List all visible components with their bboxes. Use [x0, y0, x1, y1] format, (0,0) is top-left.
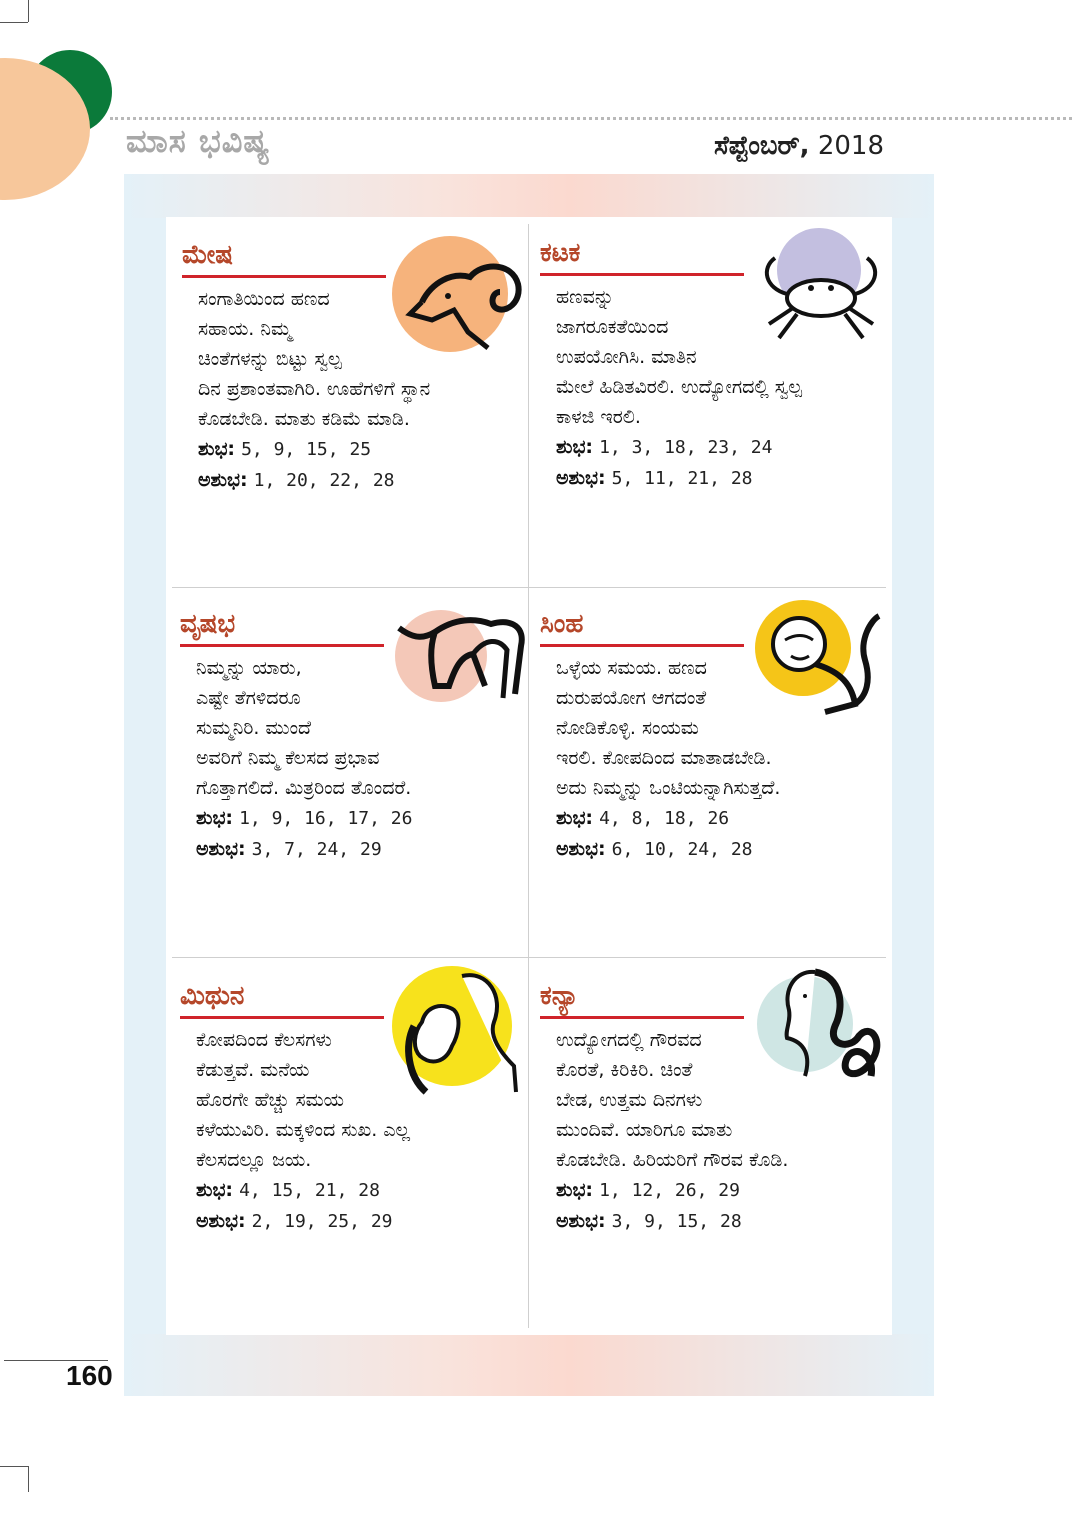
unlucky-numbers: 1, 20, 22, 28 — [253, 470, 395, 491]
forecast-text: ಕೋಪದಿಂದ ಕೆಲಸಗಳು ಕೆಡುತ್ತವೆ. ಮನೆಯ ಹೊರಗೇ ಹೆಚ್ಚು ಸಮಯ ಕಳೆಯುವಿರಿ. ಮಕ್ಕಳಿಂದ ಸುಖ. ಎಲ್ಲ ಕೆಲಸದಲ್ಲೂ ಜಯ. — [196, 1029, 411, 1171]
virgo-maiden-icon — [755, 966, 887, 1102]
forecast-text: ಉದ್ಯೋಗದಲ್ಲಿ ಗೌರವದ ಕೊರತೆ, ಕಿರಿಕಿರಿ. ಚಿಂತೆ ಬೇಡ, ಉತ್ತಮ ದಿನಗಳು ಮುಂದಿವೆ. ಯಾರಿಗೂ ಮಾತು ಕೊಡಬೇಡಿ. ಹಿರಿಯರಿಗೆ ಗೌರವ ಕೊಡಿ. — [556, 1029, 789, 1171]
lucky-days — [196, 1175, 516, 1206]
lucky-numbers: 1, 3, 18, 23, 24 — [599, 437, 773, 458]
section-title: ಮಾಸ ಭವಿಷ್ಯ — [126, 122, 271, 160]
lucky-numbers: 4, 8, 18, 26 — [599, 808, 730, 829]
sign-title-underline — [180, 1016, 384, 1019]
lucky-numbers: 5, 9, 15, 25 — [241, 439, 372, 460]
ram-icon — [392, 222, 524, 358]
lucky-days — [556, 1175, 876, 1206]
lucky-label: ಶುಭ: — [198, 438, 236, 460]
crab-icon — [755, 228, 887, 350]
unlucky-label: ಅಶುಭ: — [196, 1210, 246, 1232]
lucky-days — [556, 432, 876, 463]
sign-title-underline — [540, 273, 744, 276]
page-number: 160 — [66, 1360, 113, 1391]
frame-top-gradient — [124, 174, 934, 218]
forecast-text: ಹಣವನ್ನು ಜಾಗರೂಕತೆಯಿಂದ ಉಪಯೋಗಿಸಿ. ಮಾತಿನ ಮೇಲೆ ಹಿಡಿತವಿರಲಿ. ಉದ್ಯೋಗದಲ್ಲಿ ಸ್ವಲ್ಪ ಕಾಳಜಿ ಇರಲಿ. — [556, 286, 803, 428]
forecast-text: ಸಂಗಾತಿಯಿಂದ ಹಣದ ಸಹಾಯ. ನಿಮ್ಮ ಚಿಂತೆಗಳನ್ನು ಬಿಟ್ಟು ಸ್ವಲ್ಪ ದಿನ ಪ್ರಶಾಂತವಾಗಿರಿ. ಊಹೆಗಳಿಗೆ ಸ್ಥಾನ ಕೊಡಬೇಡಿ. ಮಾತು ಕಡಿಮೆ ಮಾಡಿ. — [198, 288, 431, 430]
sign-name: ಮೇಷ — [182, 240, 233, 270]
unlucky-days — [196, 1206, 516, 1237]
lucky-days — [556, 803, 876, 834]
row-divider — [172, 957, 886, 958]
lucky-label: ಶುಭ: — [556, 1179, 594, 1201]
unlucky-label: ಅಶುಭ: — [556, 838, 606, 860]
twins-icon — [392, 966, 524, 1102]
lucky-numbers: 1, 12, 26, 29 — [599, 1180, 740, 1201]
unlucky-label: ಅಶುಭ: — [556, 467, 606, 489]
issue-month: ಸೆಪ್ಟೆಂಬರ್, — [713, 131, 810, 161]
sign-name: ವೃಷಭ — [180, 609, 236, 639]
crop-mark — [0, 1466, 28, 1467]
sign-name: ಸಿಂಹ — [540, 609, 584, 639]
lucky-label: ಶುಭ: — [196, 807, 234, 829]
unlucky-label: ಅಶುಭ: — [198, 469, 248, 491]
unlucky-label: ಅಶುಭ: — [556, 1210, 606, 1232]
column-divider — [528, 224, 529, 1328]
sign-title-underline — [180, 644, 384, 647]
lucky-label: ಶುಭ: — [556, 807, 594, 829]
sign-name: ಕಟಕ — [540, 238, 581, 268]
unlucky-days — [198, 465, 518, 496]
unlucky-days — [196, 834, 516, 865]
sign-title-underline — [540, 644, 744, 647]
issue-date — [714, 131, 884, 162]
unlucky-numbers: 6, 10, 24, 28 — [611, 839, 753, 860]
lion-icon — [755, 600, 887, 726]
lucky-days — [196, 803, 516, 834]
lucky-numbers: 4, 15, 21, 28 — [239, 1180, 380, 1201]
crop-mark — [28, 1466, 29, 1492]
issue-year: 2018 — [817, 131, 884, 161]
row-divider — [172, 587, 886, 588]
crop-mark — [28, 0, 29, 22]
dotted-header-rule — [110, 117, 1072, 120]
crop-mark — [0, 22, 28, 23]
unlucky-days — [556, 463, 876, 494]
forecast-text: ಒಳ್ಳೆಯ ಸಮಯ. ಹಣದ ದುರುಪಯೋಗ ಆಗದಂತೆ ನೋಡಿಕೊಳ್ಳಿ. ಸಂಯಮ ಇರಲಿ. ಕೋಪದಿಂದ ಮಾತಾಡಬೇಡಿ. ಅದು ನಿಮ್ಮನ್ನು ಒಂಟಿಯನ್ನಾಗಿಸುತ್ತದೆ. — [556, 657, 781, 799]
unlucky-numbers: 5, 11, 21, 28 — [611, 468, 753, 489]
unlucky-numbers: 2, 19, 25, 29 — [251, 1211, 393, 1232]
lucky-days — [198, 434, 518, 465]
unlucky-days — [556, 834, 876, 865]
bull-icon — [395, 598, 527, 722]
sign-name: ಮಿಥುನ — [180, 981, 245, 1011]
forecast-text: ನಿಮ್ಮನ್ನು ಯಾರು, ಎಷ್ಟೇ ತೆಗಳಿದರೂ ಸುಮ್ಮನಿರಿ. ಮುಂದೆ ಅವರಿಗೆ ನಿಮ್ಮ ಕೆಲಸದ ಪ್ರಭಾವ ಗೊತ್ತಾಗಲಿದೆ. ಮಿತ್ರರಿಂದ ತೊಂದರೆ. — [196, 657, 412, 799]
lucky-label: ಶುಭ: — [196, 1179, 234, 1201]
unlucky-days — [556, 1206, 876, 1237]
sign-name: ಕನ್ಯಾ — [540, 981, 579, 1011]
sign-title-underline — [182, 275, 386, 278]
unlucky-label: ಅಶುಭ: — [196, 838, 246, 860]
unlucky-numbers: 3, 7, 24, 29 — [251, 839, 382, 860]
lucky-label: ಶುಭ: — [556, 436, 594, 458]
unlucky-numbers: 3, 9, 15, 28 — [611, 1211, 742, 1232]
sign-title-underline — [540, 1016, 744, 1019]
lucky-numbers: 1, 9, 16, 17, 26 — [239, 808, 413, 829]
frame-bottom-gradient — [124, 1334, 934, 1396]
